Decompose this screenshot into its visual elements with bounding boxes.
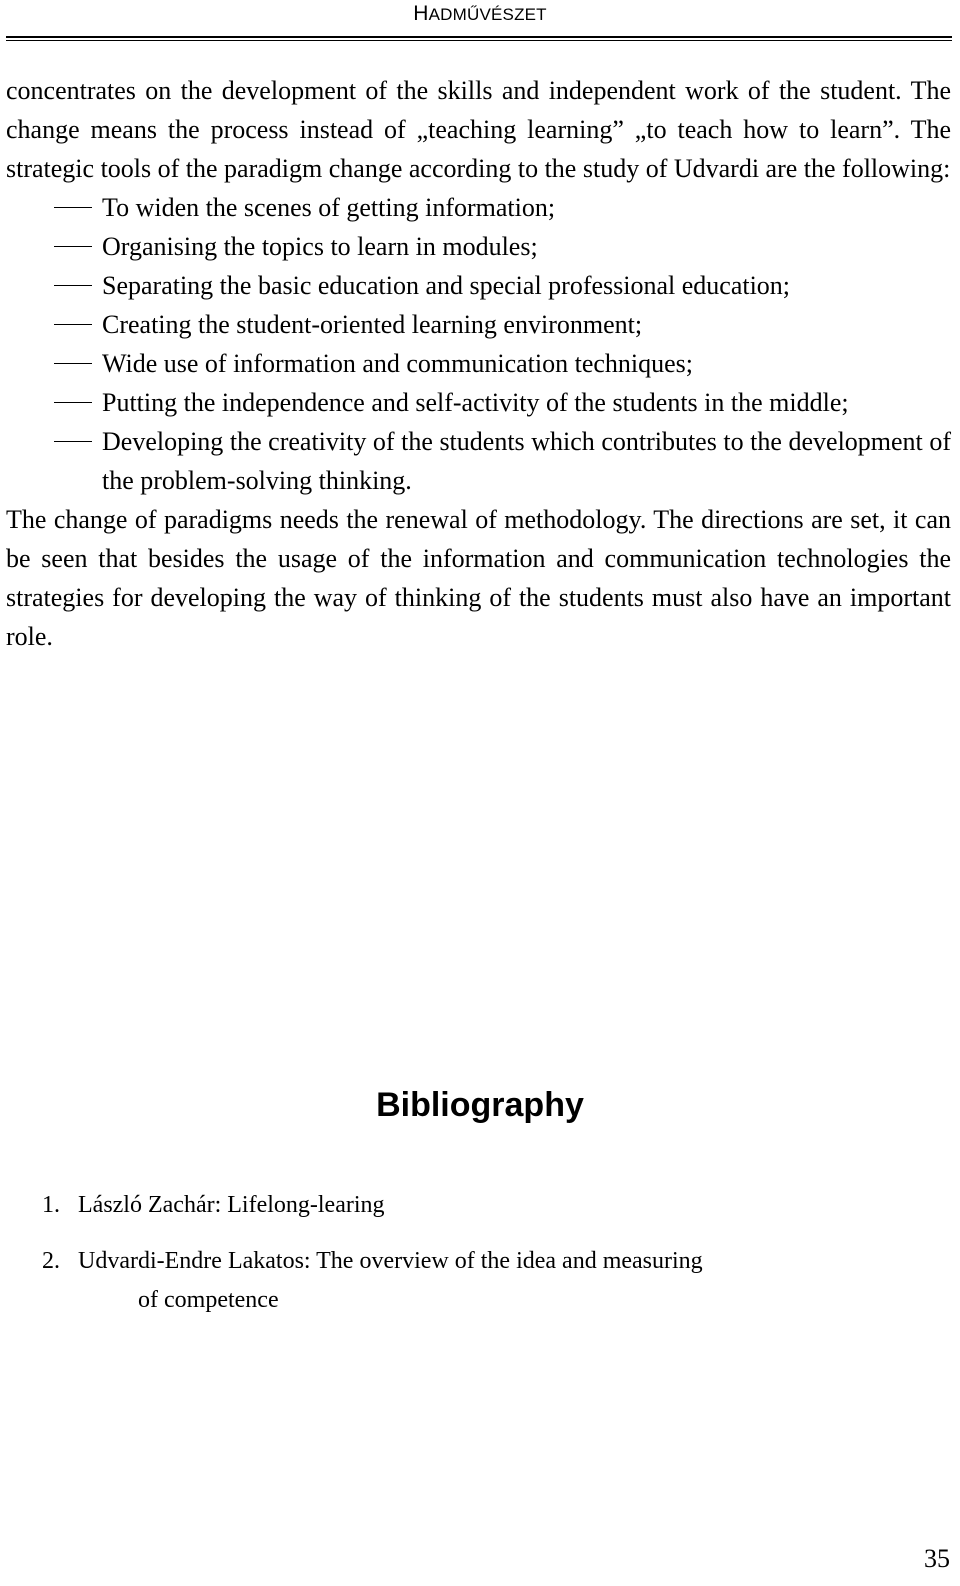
list-item [6, 344, 951, 383]
list-item [6, 422, 951, 500]
dash-bullet [54, 285, 92, 286]
list-item-text: Organising the topics to learn in modules; [102, 232, 538, 261]
running-header-rest: ADMŰVÉSZET [428, 5, 547, 24]
bibliography-list [42, 1186, 862, 1337]
dash-bullet [54, 207, 92, 208]
header-divider [6, 36, 952, 41]
bibliography-title: Bibliography [376, 1086, 584, 1124]
bibliography-entry-text: Udvardi-Endre Lakatos: The overview of the idea and measuring [78, 1248, 703, 1274]
strategic-tools-list [6, 188, 951, 500]
running-header-initial: H [413, 2, 429, 25]
list-item-text: Separating the basic education and special professional education; [102, 271, 791, 300]
closing-paragraph: The change of paradigms needs the renewal of methodology. The directions are set, it can be seen that besides the usage of the information and communication technologies the strategies for developing the way of thinking of the students must also have an important role. [6, 505, 951, 651]
list-item [6, 227, 951, 266]
list-item-text: To widen the scenes of getting information; [102, 193, 556, 222]
page-number: 35 [924, 1544, 950, 1573]
list-item-text: Wide use of information and communication techniques; [102, 349, 694, 378]
bibliography-entry-number: 1. [42, 1192, 60, 1218]
bibliography-entry [42, 1186, 862, 1225]
bibliography-entry-number: 2. [42, 1248, 60, 1274]
dash-bullet [54, 246, 92, 247]
intro-paragraph: concentrates on the development of the skills and independent work of the student. The change means the process instead of „teaching learning” „to teach how to learn”. The strategic tools of the paradigm change according to the study of Udvardi are the following: [6, 76, 951, 183]
list-item-text: Creating the student-oriented learning environment; [102, 310, 643, 339]
dash-bullet [54, 402, 92, 403]
list-item [6, 188, 951, 227]
bibliography-entry-text: László Zachár: Lifelong-learing [78, 1192, 385, 1218]
dash-bullet [54, 324, 92, 325]
dash-bullet [54, 363, 92, 364]
list-item [6, 383, 951, 422]
list-item [6, 266, 951, 305]
running-header [0, 0, 960, 27]
list-item-text: Developing the creativity of the students which contributes to the development of the problem-solving thinking. [102, 427, 951, 495]
main-body [6, 71, 951, 656]
dash-bullet [54, 441, 92, 442]
list-item-text: Putting the independence and self-activity of the students in the middle; [102, 388, 849, 417]
bibliography-entry [42, 1242, 862, 1320]
bibliography-entry-continuation: of competence [138, 1287, 279, 1313]
list-item [6, 305, 951, 344]
